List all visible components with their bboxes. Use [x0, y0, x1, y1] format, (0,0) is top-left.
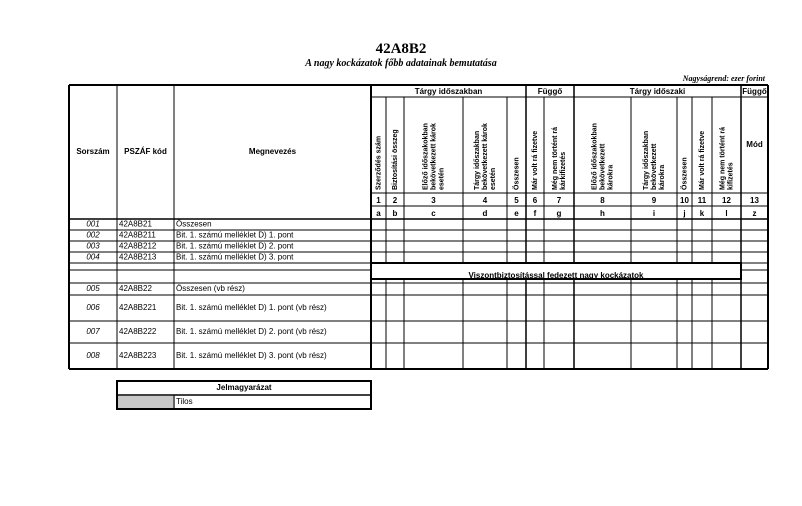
section-label: Viszontbiztosítással fedezett nagy kockázatok	[468, 271, 644, 281]
column-header-label: kárkifizetés	[559, 151, 567, 190]
column-letter: c	[431, 209, 436, 218]
row-name: Összesen (vb rész)	[176, 284, 245, 294]
row-name: Összesen	[176, 219, 212, 229]
row-number: 006	[86, 303, 100, 313]
column-header-pszaf: PSZÁF kód	[124, 147, 167, 157]
row-number: 001	[86, 219, 100, 229]
row-code: 42A8B213	[119, 252, 157, 262]
page-subtitle: A nagy kockázatok főbb adatainak bemutatása	[305, 58, 497, 69]
column-header-label: bekövetkezett	[650, 143, 658, 190]
column-header-label: Már volt rá fizetve	[698, 130, 706, 190]
column-header-label: Előző időszakokban	[591, 123, 599, 190]
row-name: Bit. 1. számú melléklet D) 2. pont (vb rész)	[176, 327, 327, 337]
row-number: 003	[86, 241, 100, 251]
row-name: Bit. 1. számú melléklet D) 1. pont	[176, 230, 294, 240]
row-code: 42A8B22	[119, 284, 152, 294]
column-number: 7	[556, 196, 562, 205]
column-header-sorszam: Sorszám	[76, 147, 110, 157]
column-header-label: Összesen	[681, 157, 689, 190]
column-letter: d	[482, 209, 488, 218]
column-letter: g	[556, 209, 562, 218]
column-header-label: bekövetkezett károk	[481, 123, 489, 190]
column-number: 6	[532, 196, 538, 205]
group-header: Tárgy időszaki	[629, 87, 686, 96]
legend-title: Jelmagyarázat	[216, 383, 272, 393]
row-name: Bit. 1. számú melléklet D) 2. pont	[176, 241, 294, 251]
row-number: 004	[86, 252, 100, 262]
row-name: Bit. 1. számú melléklet D) 1. pont (vb rész)	[176, 303, 327, 313]
column-header-label: esetén	[489, 167, 497, 190]
column-number: 1	[376, 196, 381, 205]
column-number: 2	[392, 196, 398, 205]
column-number: 11	[697, 196, 707, 205]
column-header-mod: Mód	[746, 140, 763, 150]
column-header-label: Még nem történt rá	[719, 126, 727, 190]
group-header: Tárgy időszakban	[414, 87, 483, 96]
column-number: 9	[651, 196, 657, 205]
row-code: 42A8B222	[119, 327, 157, 337]
column-header-label: kifizetés	[727, 162, 735, 190]
unit-note: Nagyságrend: ezer forint	[682, 74, 765, 83]
row-code: 42A8B211	[119, 230, 156, 240]
legend-swatch	[118, 396, 175, 408]
row-code: 42A8B21	[119, 219, 152, 229]
column-header-label: károkra	[607, 164, 615, 190]
column-letter: i	[652, 209, 656, 218]
row-number: 005	[86, 284, 100, 294]
row-name: Bit. 1. számú melléklet D) 3. pont (vb rész)	[176, 351, 327, 361]
row-name: Bit. 1. számú melléklet D) 3. pont	[176, 252, 294, 262]
column-header-label: Előző időszakokban	[422, 123, 430, 190]
column-header-label: Még nem történt rá	[551, 126, 559, 190]
column-letter: k	[699, 209, 705, 218]
column-header-label: esetén	[438, 167, 446, 190]
column-number: 13	[750, 196, 759, 205]
group-header: Függő	[537, 87, 563, 96]
column-header-label: Tárgy időszakban	[473, 130, 481, 190]
column-number: 12	[722, 196, 731, 205]
column-letter: e	[514, 209, 519, 218]
column-letter: j	[683, 209, 686, 218]
column-number: 3	[431, 196, 436, 205]
column-number: 8	[600, 196, 605, 205]
column-letter: b	[392, 209, 398, 218]
page-title: 42A8B2	[375, 41, 427, 57]
column-letter: z	[752, 209, 757, 218]
column-header-label: Tárgy időszakban	[642, 130, 650, 190]
row-number: 008	[86, 351, 100, 361]
row-number: 007	[86, 327, 100, 337]
column-header-label: Biztosítási összeg	[391, 129, 399, 190]
column-number: 10	[680, 196, 689, 205]
column-letter: h	[600, 209, 605, 218]
row-code: 42A8B223	[119, 351, 157, 361]
row-code: 42A8B221	[119, 303, 157, 313]
group-header: Függő	[742, 87, 767, 96]
column-header-label: Szerződés szám	[375, 135, 383, 190]
column-header-label: Összesen	[513, 157, 521, 190]
column-header-label: Már volt rá fizetve	[531, 130, 539, 190]
column-number: 4	[482, 196, 488, 205]
column-header-megnevezes: Megnevezés	[248, 147, 297, 157]
column-header-label: károkra	[658, 164, 666, 190]
column-letter: f	[533, 209, 537, 218]
row-code: 42A8B212	[119, 241, 157, 251]
legend-item: Tilos	[176, 397, 193, 407]
column-letter: a	[376, 209, 381, 218]
column-number: 5	[514, 196, 519, 205]
column-header-label: bekövetkezett	[599, 143, 607, 190]
row-number: 002	[86, 230, 100, 240]
column-letter: l	[725, 209, 728, 218]
column-header-label: bekövetkezett károk	[430, 123, 438, 190]
